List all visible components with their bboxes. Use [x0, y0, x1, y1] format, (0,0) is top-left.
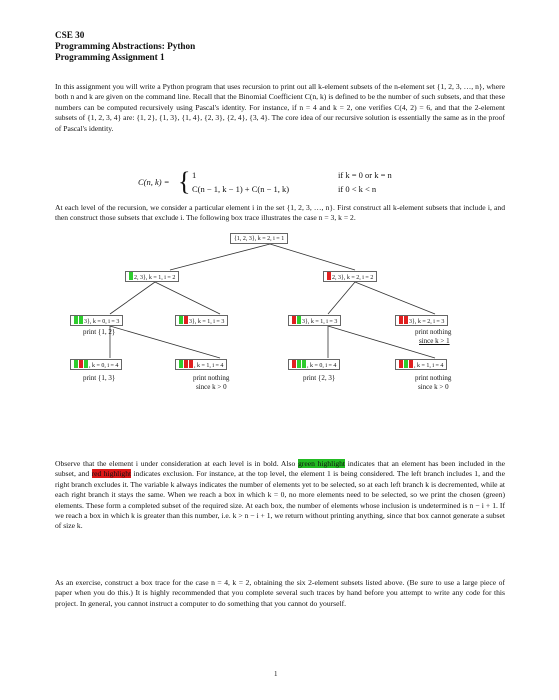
include-marker [74, 316, 78, 324]
red-highlight-term: red highlight [91, 469, 132, 479]
explanation-text-2: indicates that an element has been included in the subset, and [55, 459, 505, 479]
trace-box-l3-b [175, 359, 227, 370]
caption-since: since k > 0 [418, 383, 449, 391]
include-marker [129, 272, 133, 280]
exclude-marker [292, 360, 296, 368]
trace-box-l3-a [70, 359, 122, 370]
caption-print-nothing: print nothing [193, 374, 230, 382]
trace-box-label: 3}, k = 1, i = 3 [189, 319, 225, 325]
trace-box-label: , k = 1, i = 4 [194, 363, 224, 369]
include-marker [404, 360, 408, 368]
intro-paragraph: In this assignment you will write a Python program that uses recursion to print out all k-element subsets of the n-element set {1, 2, 3, …, n}, where both n and k are given on the command line. Recall that the Binomial Coefficient C(n, k) is defined to be the number of such subsets, and that these numbers can be computed recursively using Pascal's identity. For instance, if n = 4 and k = 2, one verifies C(4, 2) = 6, and that the 2-element subsets of {1, 2, 3, 4} are: {1, 2}, {1, 3}, {1, 4}, {2, 3}, {2, 4}, {3, 4}. The core idea of our recursive solution is essentially the same as in the proof of Pascal's identity. [55, 82, 505, 133]
green-highlight-term: green highlight [298, 459, 346, 468]
formula-lhs: C(n, k) = [138, 177, 170, 187]
caption-since: since k > 1 [419, 337, 450, 345]
exclude-marker [189, 360, 193, 368]
caption-print-1-2: print {1, 2} [83, 328, 116, 336]
course-subtitle: Programming Abstractions: Python [55, 41, 196, 51]
formula-case1: 1 [192, 170, 197, 180]
trace-box-l1-right [323, 271, 377, 282]
caption-print-1-3: print {1, 3} [83, 374, 116, 382]
trace-box-l2-b [175, 315, 228, 326]
formula-cond2: if 0 < k < n [338, 184, 377, 194]
include-marker [302, 360, 306, 368]
trace-box-l2-a [70, 315, 123, 326]
box-trace-diagram [55, 228, 505, 438]
exclude-marker [327, 272, 331, 280]
formula-case2: C(n − 1, k − 1) + C(n − 1, k) [192, 184, 290, 194]
pascal-formula [138, 168, 438, 198]
include-marker [297, 316, 301, 324]
trace-box-l1-left [125, 271, 179, 282]
include-marker [74, 360, 78, 368]
exercise-paragraph: As an exercise, construct a box trace for the case n = 4, k = 2, obtaining the six 2-element subsets listed above. (Be sure to use a large piece of paper when you do this.) It is highly recommended that you complete several such traces by hand before you attempt to write any code for this project. In general, you cannot instruct a computer to do something that you cannot do yourself. [55, 578, 505, 608]
course-title: CSE 30 [55, 30, 85, 40]
header [55, 30, 195, 63]
page-number: 1 [274, 670, 278, 678]
exclude-marker [399, 360, 403, 368]
exclude-marker [404, 316, 408, 324]
trace-box-l2-d [395, 315, 448, 326]
explanation-text-3: indicates exclusion. For instance, at the top level, the element 1 is being considered. The left branch includes 1, and the right branch excludes it. The variable k always indicates the number of elements yet to be selected, so at each left branch k is decremented, while at each right branch it stays the same. When we reach a box in which k = 0, no more elements need to be selected, so we print the chosen (green) elements. These form a completed subset of the required size. At each box, the number of elements whose inclusion is undetermined is n − i + 1. If we reach a box in which k is greater than this number, i.e. k > n − i + 1, we return without printing anything, since that box cannot generate a subset of size k. [55, 469, 505, 531]
trace-box-label: , k = 1, i = 4 [414, 363, 444, 369]
caption-print-nothing: print nothing [415, 328, 452, 336]
trace-box-label: 2, 3}, k = 2, i = 2 [332, 275, 374, 281]
caption-print-nothing: print nothing [415, 374, 452, 382]
exclude-marker [184, 316, 188, 324]
trace-box-l3-d [395, 359, 447, 370]
trace-box-root: {1, 2, 3}, k = 2, i = 1 [230, 233, 288, 244]
exclude-marker [184, 360, 188, 368]
trace-box-label: 3}, k = 2, i = 3 [409, 319, 445, 325]
exclude-marker [409, 360, 413, 368]
include-marker [297, 360, 301, 368]
exclude-marker [79, 360, 83, 368]
exclude-marker [292, 316, 296, 324]
trace-box-l3-c [288, 359, 340, 370]
include-marker [79, 316, 83, 324]
caption-print-2-3: print {2, 3} [303, 374, 336, 382]
include-marker [179, 316, 183, 324]
explanation-paragraph [55, 459, 505, 532]
trace-box-label: , k = 0, i = 4 [307, 363, 337, 369]
trace-box-label: 3}, k = 0, i = 3 [84, 319, 120, 325]
formula-brace: { [178, 167, 191, 196]
formula-cond1: if k = 0 or k = n [338, 170, 392, 180]
trace-box-l2-c [288, 315, 341, 326]
trace-box-label: 3}, k = 1, i = 3 [302, 319, 338, 325]
trace-box-label: , k = 0, i = 4 [89, 363, 119, 369]
exclude-marker [399, 316, 403, 324]
caption-since: since k > 0 [196, 383, 227, 391]
explanation-text-1: Observe that the element i under consideration at each level is in bold. Also [55, 459, 298, 468]
include-marker [84, 360, 88, 368]
trace-box-label: 2, 3}, k = 1, i = 2 [134, 275, 176, 281]
assignment-title: Programming Assignment 1 [55, 52, 165, 62]
recursion-paragraph: At each level of the recursion, we consider a particular element i in the set {1, 2, 3, …, n}. First construct all k-element subsets that include i, and then construct those subsets that exclude i. The following box trace illustrates the case n = 3, k = 2. [55, 203, 505, 223]
include-marker [179, 360, 183, 368]
